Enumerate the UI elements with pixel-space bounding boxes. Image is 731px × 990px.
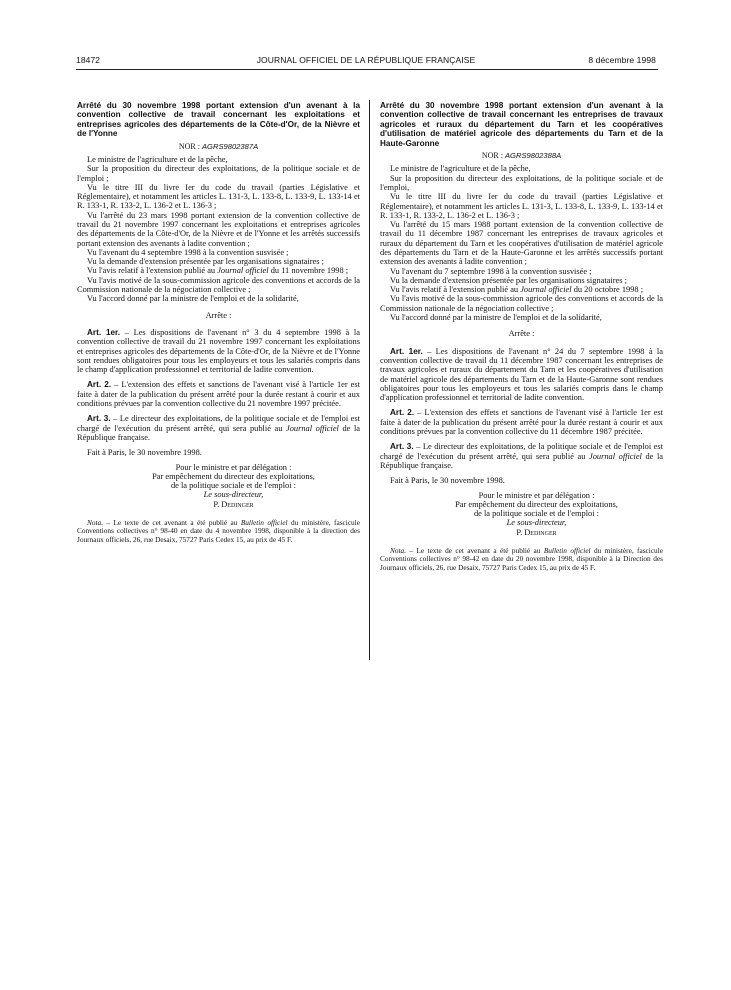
article-2: [380, 408, 663, 436]
article-text: – Le directeur des exploitations, de la politique sociale et de l'emploi est chargé de l'exécution du présent arrêté, qui sera publié au: [380, 442, 663, 461]
visa-paragraph: Vu l'accord donné par la ministre de l'emploi et de la solidarité,: [87, 294, 299, 304]
minister-line: Le ministre de l'agriculture et de la pêche,: [87, 154, 228, 164]
left-column: [77, 101, 360, 544]
signatory-name: P. Dedinger: [516, 527, 557, 537]
visa-text: du 20 octobre 1998 ;: [571, 285, 644, 295]
visa-paragraph: Vu la demande d'extension présentée par les organisations signataires ;: [390, 275, 627, 285]
visa-text: Vu l'avis relatif à l'extension publié au: [87, 266, 218, 276]
signature-line: Pour le ministre et par délégation :: [478, 490, 595, 500]
visa-paragraph: Vu l'avis motivé de la sous-commission agricole des conventions et accords de la Commission nationale de la négociation collective ;: [77, 275, 360, 295]
minister-line: Le ministre de l'agriculture et de la pêche,: [390, 164, 531, 174]
bulletin-name: Bulletin officiel: [543, 546, 591, 556]
article-label: Art. 2.: [390, 408, 415, 418]
article-1: [77, 328, 360, 374]
nor-reference: [380, 151, 663, 160]
visa-paragraph: Vu le titre III du livre Ier du code du travail (parties Législative et Réglementaire), et notamment les articles L. 131-3, L. 133-8, L. 133-9, L. 133-14 et R. 133-1, R. 133-2, L. 136-2 et L. 136-3 ;: [380, 192, 663, 220]
nota-text: du ministère, fascicule Conventions collectives n° 98-42 en date du 20 novembre 1998, disponible à la Direction des Journaux officiels, 26, rue Desaix, 75727 Paris Cedex 15, au prix de 45 F.: [380, 546, 663, 572]
visa-paragraph: Sur la proposition du directeur des exploitations, de la politique sociale et de l'emploi ;: [77, 164, 360, 183]
signatory-name: P. Dedinger: [213, 499, 254, 509]
journal-name: Journal officiel: [286, 423, 339, 433]
journal-name: Journal officiel: [589, 451, 642, 461]
visa-text: Vu l'avis relatif à l'extension publié au: [390, 285, 521, 295]
decree-title: Arrêté du 30 novembre 1998 portant extension d'un avenant à la convention collective de travail concernant les exploitations et entreprises agricoles des départements de la Côte-d'Or, de la Nièvre et de l'Yonne: [77, 101, 360, 139]
visa-paragraph: Sur la proposition du directeur des exploitations, de la politique sociale et de l'emploi,: [380, 173, 663, 192]
nota-text: Le texte de cet avenant a été publié au: [413, 546, 544, 556]
article-label: Art. 3.: [390, 442, 414, 452]
journal-name: Journal officiel: [520, 285, 572, 295]
journal-title: JOURNAL OFFICIEL DE LA RÉPUBLIQUE FRANÇAISE: [256, 55, 476, 65]
signature-block: [107, 463, 360, 509]
journal-name: Journal officiel: [217, 266, 269, 276]
article-label: Art. 2.: [87, 380, 112, 390]
signature-line: Par empêchement du directeur des exploitations,: [152, 471, 315, 481]
visa-paragraph: Vu l'avenant du 7 septembre 1998 à la convention susvisée ;: [390, 266, 592, 276]
article-2: [77, 380, 360, 408]
article-label: Art. 1er.: [390, 346, 423, 356]
fait-line: Fait à Paris, le 30 novembre 1998.: [390, 476, 505, 486]
signature-line: Pour le ministre et par délégation :: [175, 462, 292, 472]
right-column: [380, 101, 663, 572]
nota-text: du ministère, fascicule Conventions collectives n° 98-40 en date du 4 novembre 1998, disponible à la direction des Journaux officiels, 26, rue Desaix, 75727 Paris Cedex 15, au prix de 45 F.: [77, 518, 360, 544]
visa-paragraph: Vu l'avis motivé de la sous-commission agricole des conventions et accords de la Commission nationale de la négociation collective ;: [380, 294, 663, 313]
nota-label: Nota. –: [87, 518, 111, 528]
article-1: [380, 347, 663, 403]
visa-paragraph: Vu l'avenant du 4 septembre 1998 à la convention susvisée ;: [87, 247, 289, 257]
arrete-heading: Arrête :: [205, 310, 232, 320]
nota-paragraph: [380, 547, 663, 572]
nor-reference: [77, 142, 360, 151]
visa-paragraph: Vu l'arrêté du 23 mars 1998 portant extension de la convention collective de travail du 21 novembre 1997 concernant les exploitations et entreprises agricoles des départements de la Côte-d'Or, de la Nièvre et de l'Yonne et les arrêtés successifs portant extension des avenants à ladite convention ;: [77, 210, 360, 248]
visa-text: du 11 novembre 1998 ;: [268, 266, 349, 276]
nota-label: Nota. –: [390, 546, 414, 556]
signatory-role: Le sous-directeur,: [203, 490, 264, 500]
bulletin-name: Bulletin officiel: [240, 518, 288, 528]
signatory-role: Le sous-directeur,: [506, 518, 567, 528]
visa-paragraph: [380, 285, 663, 294]
article-text: – Le directeur des exploitations, de la politique sociale et de l'emploi est chargé de l'exécution du présent arrêté, qui sera publié au: [77, 414, 360, 433]
signature-line: Par empêchement du directeur des exploitations,: [455, 499, 618, 509]
column-divider: [369, 100, 370, 660]
nota-paragraph: [77, 519, 360, 544]
article-text: – L'extension des effets et sanctions de l'avenant visé à l'article 1er est faite à dater de la publication du présent arrêté pour la durée restant à courir et aux conditions prévues par la convention collective du 11 décembre 1987 précitée.: [380, 408, 663, 437]
signature-line: de la politique sociale et de l'emploi :: [473, 509, 599, 519]
visa-paragraph: Vu le titre III du livre Ier du code du travail (parties Législative et Réglementaire), et notamment les articles L. 131-3, L. 133-8, L. 133-9, L. 133-14 et R. 133-1, R. 133-2, L. 136-2 et L. 136-3 ;: [77, 182, 360, 211]
article-3: [380, 442, 663, 470]
nor-label: NOR :: [481, 151, 503, 161]
article-label: Art. 1er.: [87, 327, 121, 337]
article-3: [77, 414, 360, 442]
nota-text: Le texte de cet avenant a été publié au: [110, 518, 241, 528]
fait-line: Fait à Paris, le 30 novembre 1998.: [87, 448, 202, 458]
article-text: – Les dispositions de l'avenant n° 3 du 4 septembre 1998 à la convention collective de travail du 21 novembre 1997 concernant les exploitations et entreprises agricoles des départements de la Côte-d'Or, de la Nièvre et de l'Yonne sont rendues obligatoires pour tous les employeurs et tous les salariés compris dans le champ d'application professionnel et territorial de ladite convention.: [77, 327, 360, 375]
visa-paragraph: Vu l'accord donné par la ministre de l'emploi et de la solidarité,: [390, 313, 602, 323]
article-text: – Les dispositions de l'avenant n° 24 du 7 septembre 1998 à la convention collective de travail du 11 décembre 1987 concernant les entreprises de travaux agricoles et ruraux du département du Tarn et les coopératives d'utilisation de matériel agricole des départements du Tarn et de la Haute-Garonne sont rendues obligatoires pour tous les employeurs et tous les salariés compris dans le champ d'application professionnel et territorial de ladite convention.: [380, 346, 663, 403]
issue-date: 8 décembre 1998: [588, 55, 656, 65]
visa-paragraph: Vu l'arrêté du 15 mars 1988 portant extension de la convention collective de travail du 11 décembre 1987 concernant les entreprises de travaux agricoles et ruraux du département du Tarn et les coopératives d'utilisation de matériel agricole des départements du Tarn et de la Haute-Garonne et les arrêtés successifs portant extension des avenants à ladite convention ;: [380, 220, 663, 267]
article-text: de la République française.: [77, 423, 360, 442]
arrete-heading: Arrête :: [508, 329, 535, 339]
article-label: Art. 3.: [87, 414, 111, 424]
article-text: – L'extension des effets et sanctions de l'avenant visé à l'article 1er est faite à dater de la publication du présent arrêté pour la durée restant à courir et aux conditions prévues par la convention collective du 21 novembre 1997 précitée.: [77, 380, 360, 409]
page-number: 18472: [76, 55, 101, 65]
visa-paragraph: [77, 266, 360, 275]
article-text: de la République française.: [380, 451, 663, 470]
signature-line: de la politique sociale et de l'emploi :: [170, 481, 296, 491]
nor-code: AGRS9802388A: [504, 151, 562, 161]
header-rule: [76, 69, 658, 70]
signature-block: [410, 491, 663, 537]
nor-label: NOR :: [178, 141, 200, 151]
nor-code: AGRS9802387A: [201, 141, 259, 151]
visa-paragraph: Vu la demande d'extension présentée par les organisations signataires ;: [87, 257, 324, 267]
decree-title: Arrêté du 30 novembre 1998 portant extension d'un avenant à la convention collective de travail concernant les entreprises de travaux agricoles et ruraux du département du Tarn et les coopératives d'utilisation de matériel agricole des départements du Tarn et de la Haute-Garonne: [380, 101, 663, 148]
